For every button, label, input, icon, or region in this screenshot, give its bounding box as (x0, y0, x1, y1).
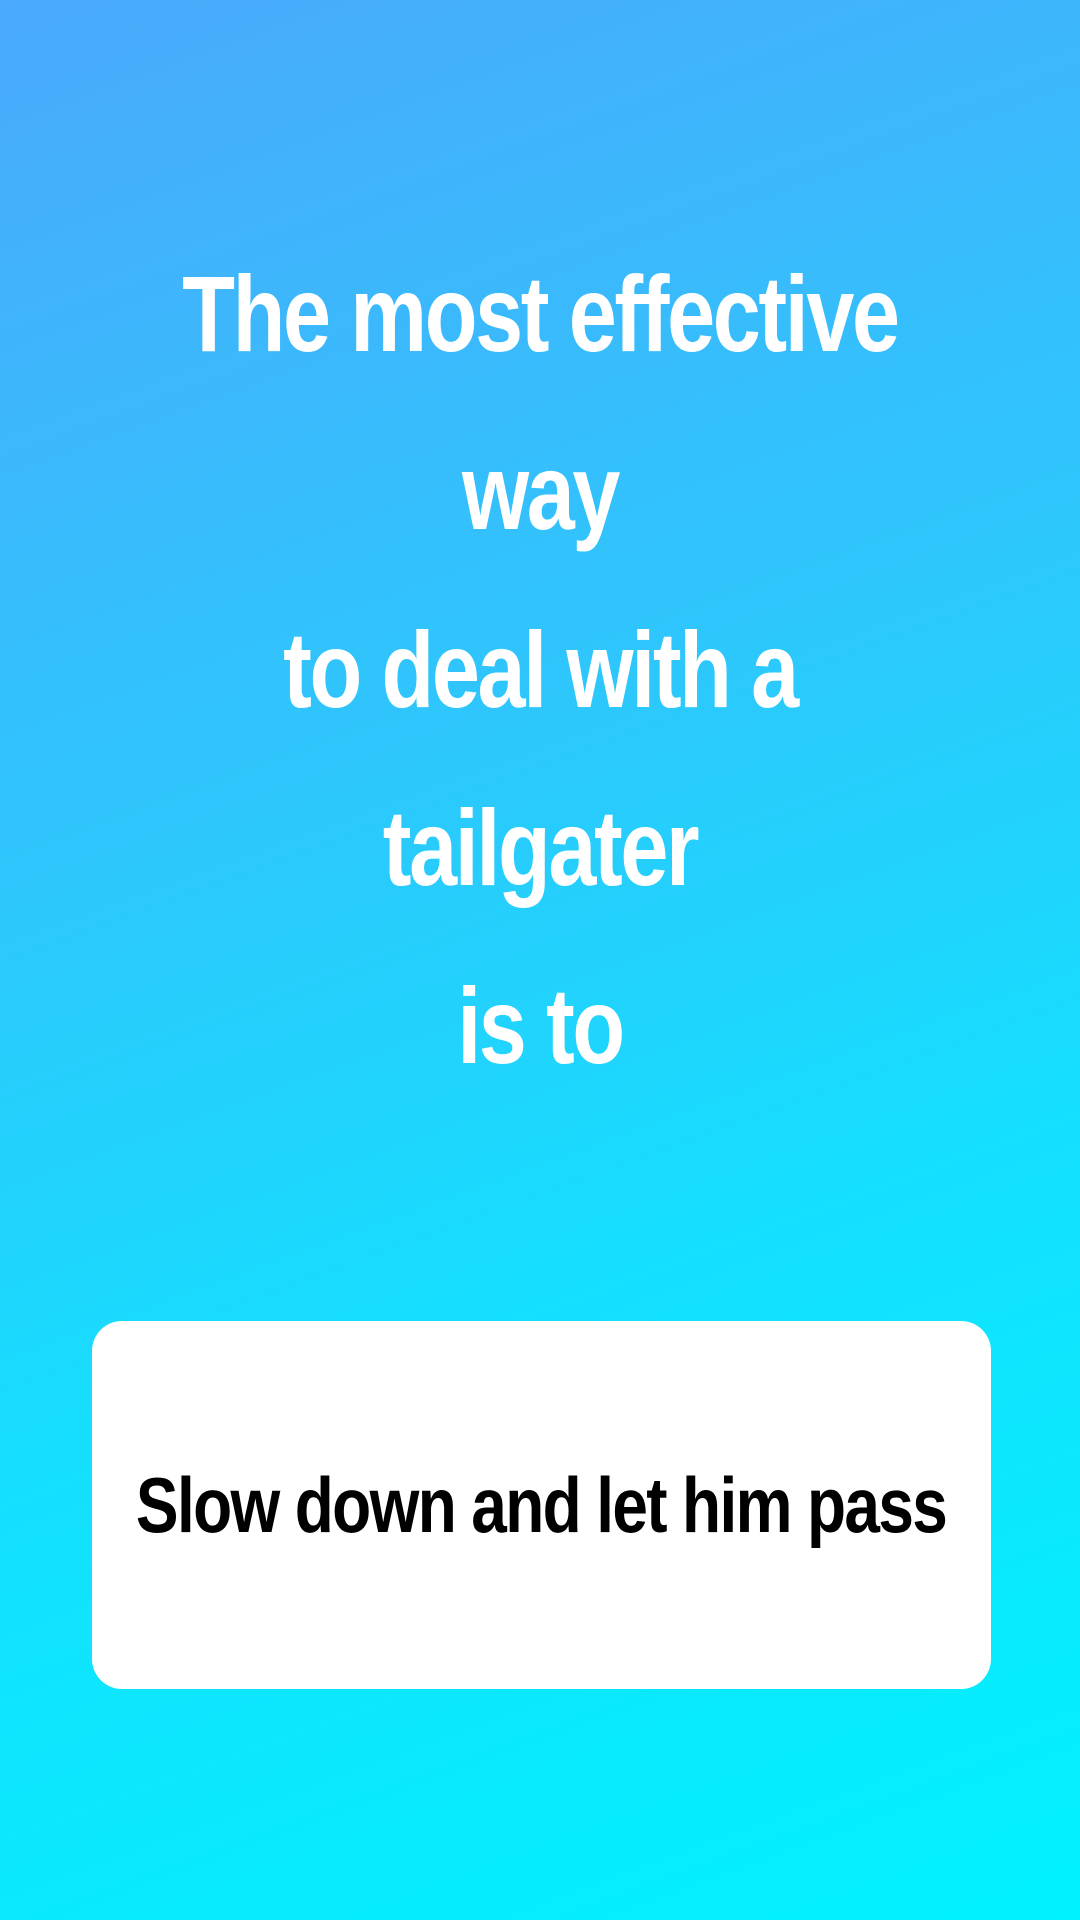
question-line: is to (457, 965, 623, 1086)
answer-option-button[interactable] (92, 1321, 991, 1689)
question-text (140, 225, 940, 1115)
question-line: The most effective way (182, 253, 898, 552)
question-line: to deal with a tailgater (283, 609, 797, 908)
answer-option-label: Slow down and let him pass (136, 1460, 947, 1549)
